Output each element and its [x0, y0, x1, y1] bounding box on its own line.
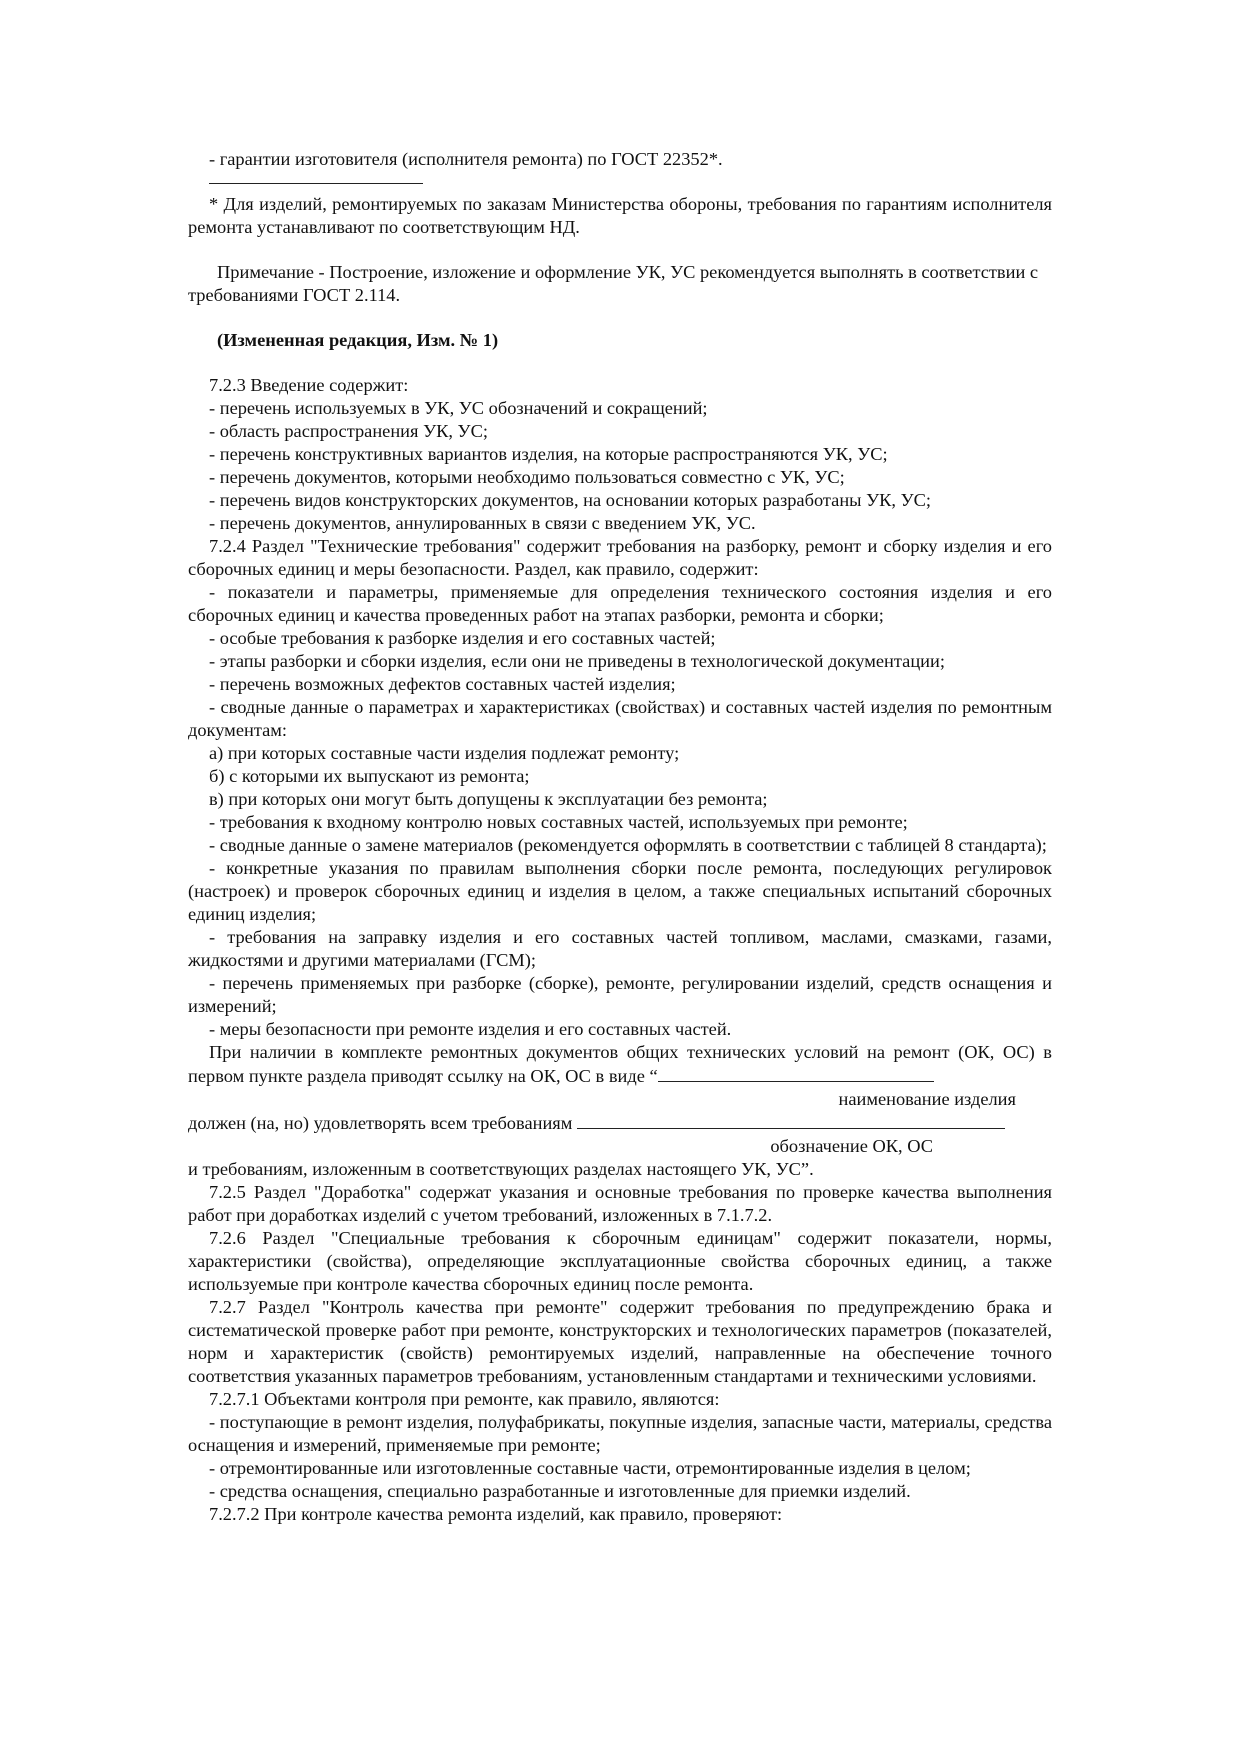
section-7-2-7-2-heading: 7.2.7.2 При контроле качества ремонта изделий, как правило, проверяют:	[209, 1504, 783, 1524]
reference-form-closing: и требованиям, изложенным в соответствующих разделах настоящего УК, УС”.	[188, 1159, 814, 1179]
ok-os-designation-blank	[577, 1111, 1005, 1129]
list-item: - перечень документов, которыми необходимо пользоваться совместно с УК, УС;	[209, 467, 845, 487]
note-paragraph: Примечание - Построение, изложение и оформление УК, УС рекомендуется выполнять в соответствии с требованиями ГОСТ 2.114.	[188, 262, 1039, 305]
list-item: - перечень используемых в УК, УС обозначений и сокращений;	[209, 398, 708, 418]
list-item: - перечень документов, аннулированных в связи с введением УК, УС.	[209, 513, 756, 533]
section-7-2-4-paragraph: 7.2.4 Раздел "Технические требования" содержит требования на разборку, ремонт и сборку изделия и его сборочных единиц и меры безопасности. Раздел, как правило, содержит:	[188, 536, 1052, 579]
product-name-blank	[658, 1064, 934, 1082]
list-item: - требования на заправку изделия и его составных частей топливом, маслами, смазками, газами, жидкостями и другими материалами (ГСМ);	[188, 927, 1052, 970]
footnote-separator	[209, 183, 423, 184]
list-item: - особые требования к разборке изделия и его составных частей;	[209, 628, 716, 648]
footnote-text: * Для изделий, ремонтируемых по заказам Министерства обороны, требования по гарантиям исполнителя ремонта устанавливают по соответствующим НД.	[188, 194, 1052, 237]
list-item: - конкретные указания по правилам выполнения сборки после ремонта, последующих регулировок (настроек) и проверок сборочных единиц и изделия в целом, а также специальных испытаний сборочных единиц изделия;	[188, 858, 1052, 924]
list-item: - этапы разборки и сборки изделия, если они не приведены в технологической документации;	[209, 651, 945, 671]
list-item: - перечень возможных дефектов составных частей изделия;	[209, 674, 676, 694]
requirements-text: должен (на, но) удовлетворять всем требованиям	[188, 1113, 577, 1133]
list-item: - перечень конструктивных вариантов изделия, на которые распространяются УК, УС;	[209, 444, 888, 464]
section-7-2-3-heading: 7.2.3 Введение содержит:	[209, 375, 409, 395]
section-7-2-6-paragraph: 7.2.6 Раздел "Специальные требования к сборочным единицам" содержит показатели, нормы, характеристики (свойства), определяющие эксплуатационные свойства сборочных единиц, а также используемые при контроле качества сборочных единиц после ремонта.	[188, 1228, 1052, 1294]
guarantee-line: - гарантии изготовителя (исполнителя ремонта) по ГОСТ 22352*.	[209, 149, 723, 169]
section-7-2-7-paragraph: 7.2.7 Раздел "Контроль качества при ремонте" содержит требования по предупреждению брака и систематической проверке работ при ремонте, конструкторских и технологических параметров (показателей, норм и характеристик (свойств) ремонтируемых изделий, направленные на обеспечение точного соответствия указанных параметров требованиям, установленным стандартами и техническими условиями.	[188, 1297, 1052, 1386]
list-item: - поступающие в ремонт изделия, полуфабрикаты, покупные изделия, запасные части, материалы, средства оснащения и измерений, применяемые при ремонте;	[188, 1412, 1052, 1455]
ok-os-designation-caption: обозначение ОК, ОС	[770, 1136, 933, 1156]
product-name-caption: наименование изделия	[838, 1089, 1016, 1109]
sub-list-item: б) с которыми их выпускают из ремонта;	[209, 766, 530, 786]
list-item: - сводные данные о замене материалов (рекомендуется оформлять в соответствии с таблицей 8 стандарта);	[209, 835, 1047, 855]
section-7-2-7-1-heading: 7.2.7.1 Объектами контроля при ремонте, как правило, являются:	[209, 1389, 720, 1409]
list-item: - отремонтированные или изготовленные составные части, отремонтированные изделия в целом;	[209, 1458, 971, 1478]
list-item: - меры безопасности при ремонте изделия и его составных частей.	[209, 1019, 732, 1039]
document-page	[188, 148, 1052, 1526]
section-7-2-5-paragraph: 7.2.5 Раздел "Доработка" содержат указания и основные требования по проверке качества выполнения работ при доработках изделий с учетом требований, изложенных в 7.1.7.2.	[188, 1182, 1052, 1225]
list-item: - перечень применяемых при разборке (сборке), ремонте, регулировании изделий, средств оснащения и измерений;	[188, 973, 1052, 1016]
reference-form-paragraph	[188, 1041, 1052, 1088]
requirements-line	[188, 1111, 1052, 1135]
sub-list-item: а) при которых составные части изделия подлежат ремонту;	[209, 743, 680, 763]
list-item: - перечень видов конструкторских документов, на основании которых разработаны УК, УС;	[209, 490, 931, 510]
list-item: - показатели и параметры, применяемые для определения технического состояния изделия и его сборочных единиц и качества проведенных работ на этапах разборки, ремонта и сборки;	[188, 582, 1052, 625]
list-item: - сводные данные о параметрах и характеристиках (свойствах) и составных частей изделия по ремонтным документам:	[188, 697, 1052, 740]
list-item: - средства оснащения, специально разработанные и изготовленные для приемки изделий.	[209, 1481, 911, 1501]
reference-form-text: При наличии в комплекте ремонтных документов общих технических условий на ремонт (ОК, ОС) в первом пункте раздела приводят ссылку на ОК, ОС в виде “	[188, 1042, 1052, 1086]
list-item: - область распространения УК, УС;	[209, 421, 488, 441]
list-item: - требования к входному контролю новых составных частей, используемых при ремонте;	[209, 812, 908, 832]
revision-label: (Измененная редакция, Изм. № 1)	[217, 330, 499, 350]
sub-list-item: в) при которых они могут быть допущены к эксплуатации без ремонта;	[209, 789, 768, 809]
